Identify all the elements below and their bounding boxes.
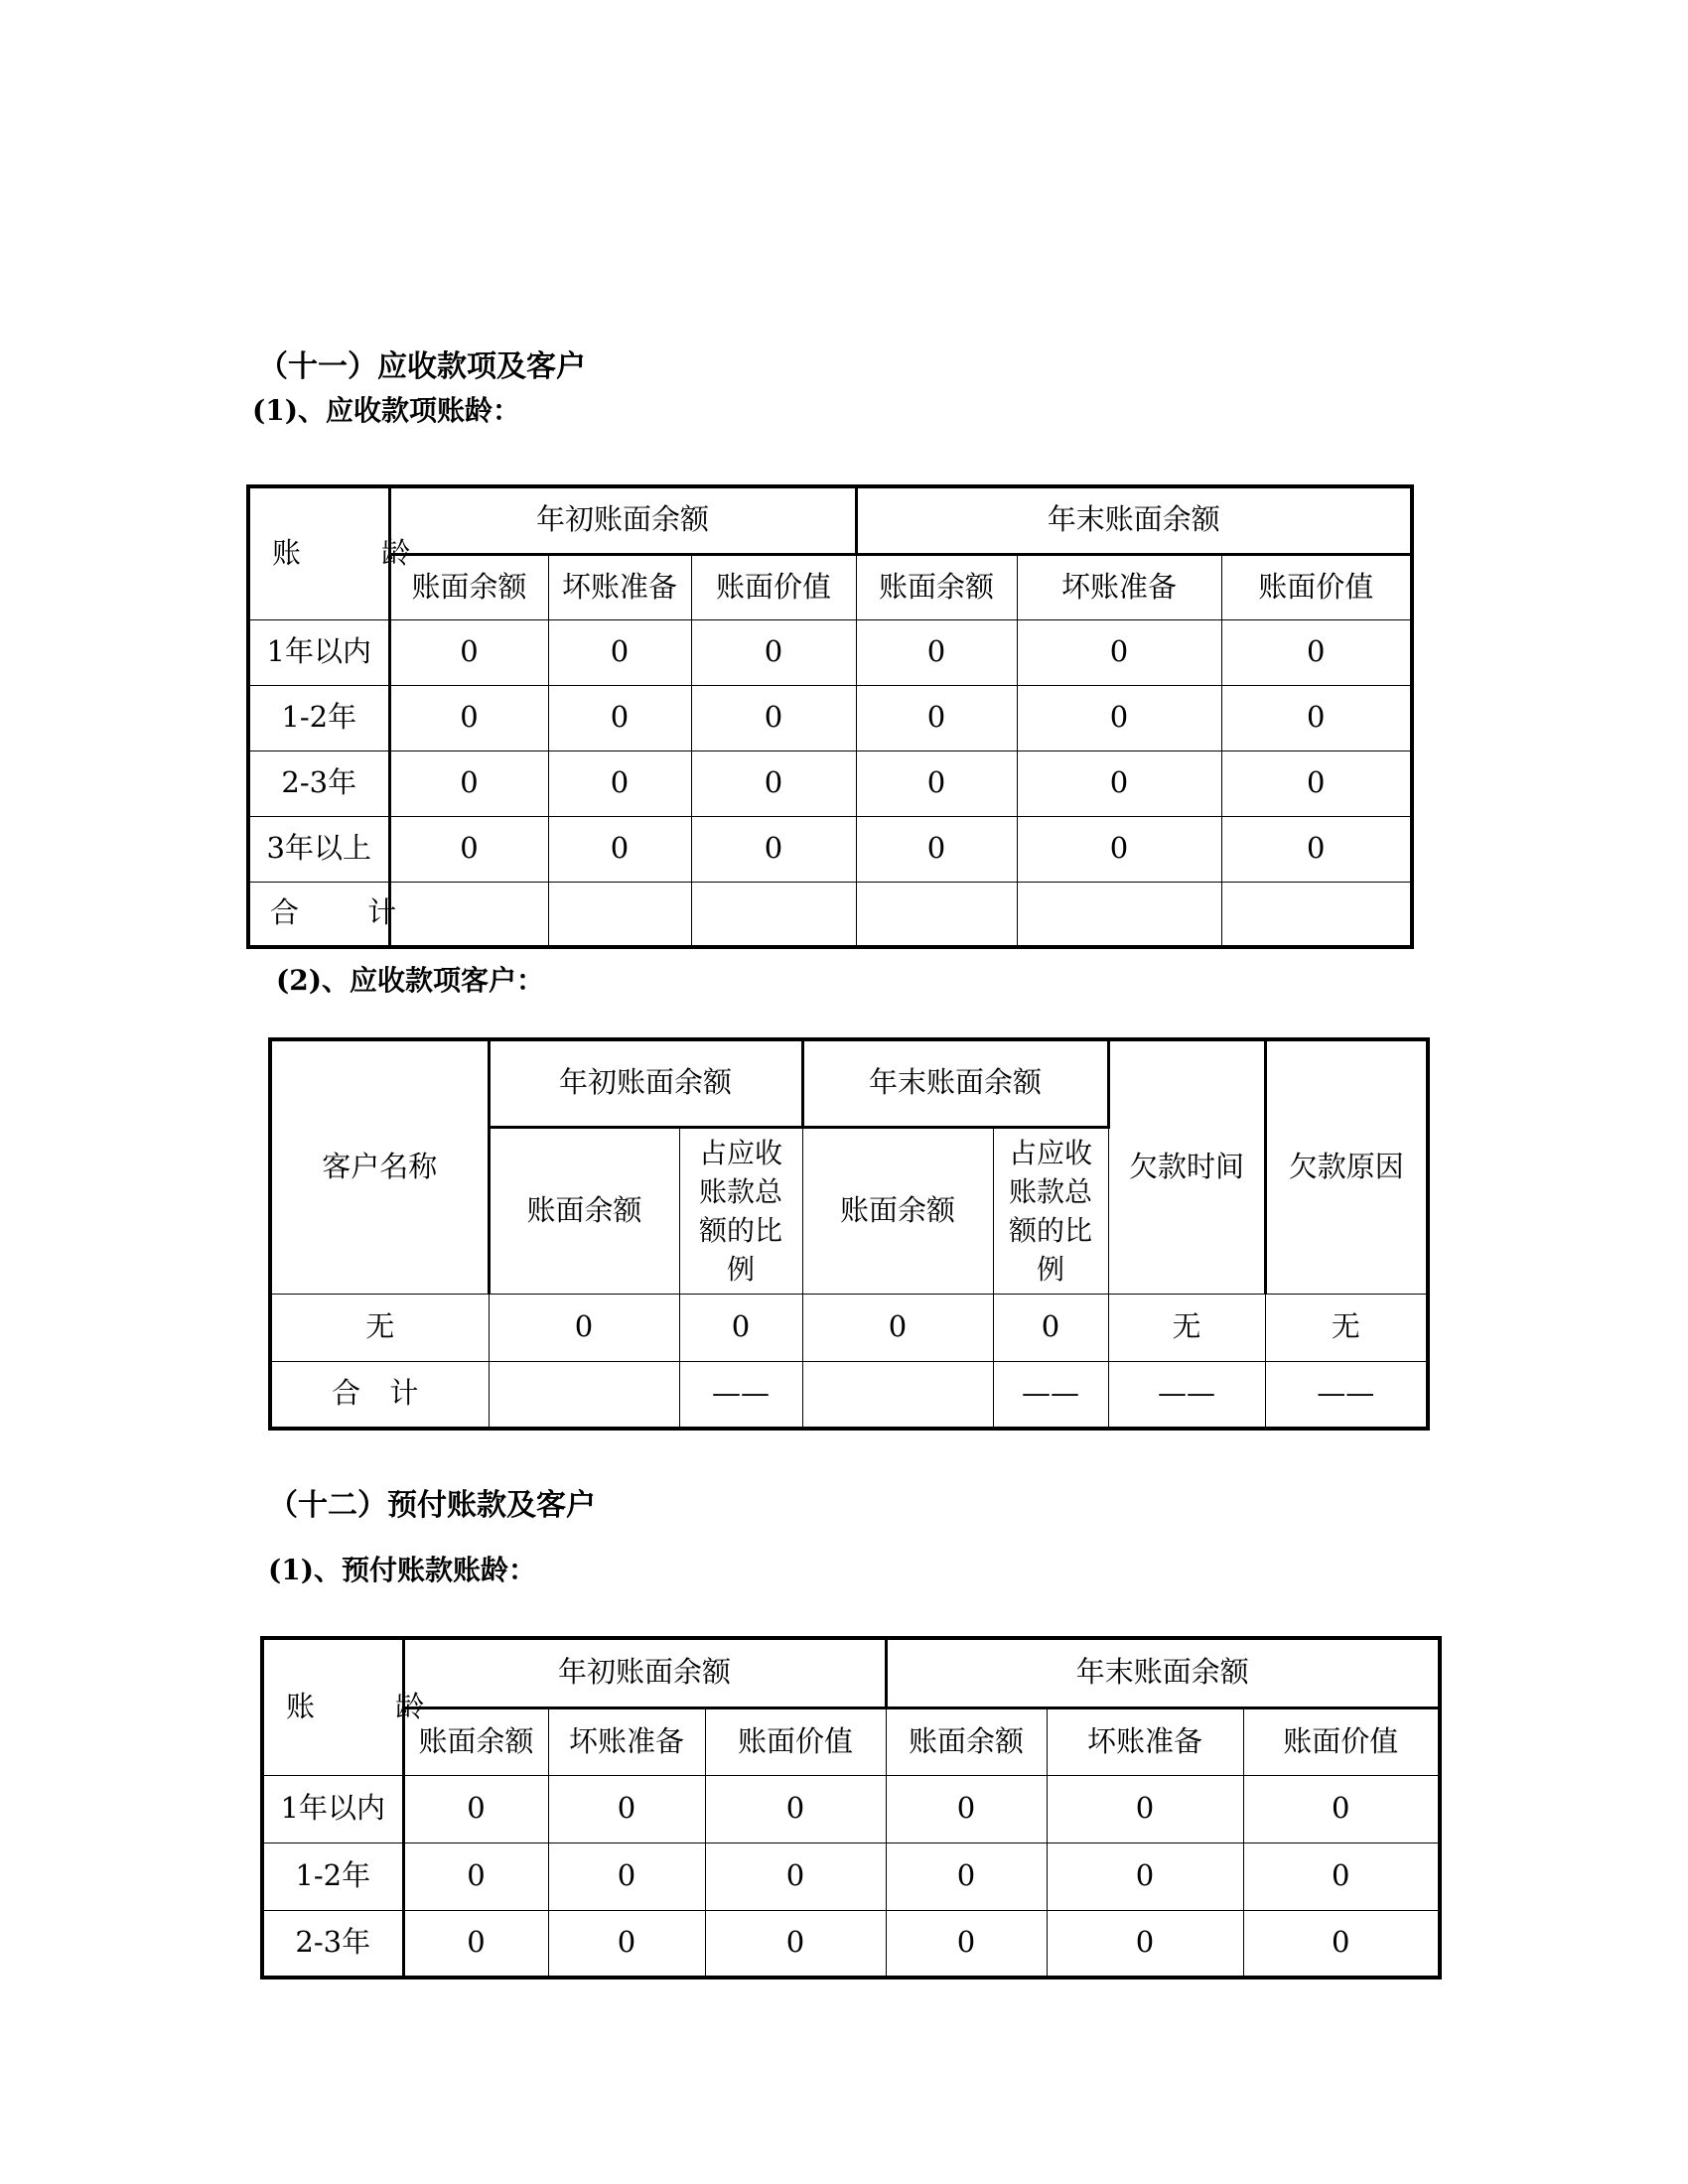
table-row: [270, 1294, 1428, 1361]
cell: 0: [548, 1910, 705, 1978]
end-balance-group-header: 年末账面余额: [886, 1638, 1440, 1707]
cell: 0: [1017, 685, 1221, 751]
cell: 0: [886, 1843, 1047, 1910]
section-12-subtitle-aging: (1)、预付账款账龄：: [268, 1554, 536, 1586]
cell: 0: [993, 1294, 1108, 1361]
cell: 0: [548, 816, 691, 882]
cell: [691, 882, 856, 947]
table-row: [248, 685, 1412, 751]
cell: [1221, 882, 1412, 947]
receivable-aging-table: [246, 484, 1414, 949]
dash-cell: ——: [993, 1361, 1108, 1429]
cell: 0: [403, 1910, 548, 1978]
cell: 0: [548, 751, 691, 816]
cell: 0: [679, 1294, 802, 1361]
col-header: 账面价值: [1243, 1707, 1440, 1775]
row-label: 1年以内: [248, 619, 389, 685]
cell: 0: [1243, 1775, 1440, 1843]
row-label: 2-3年: [248, 751, 389, 816]
col-header: 账面余额: [389, 554, 548, 619]
cell: 0: [1243, 1910, 1440, 1978]
end-ratio-header: 占应收账款总额的比例: [993, 1127, 1108, 1294]
table-row: [262, 1843, 1440, 1910]
cell: 0: [691, 816, 856, 882]
cell: 0: [1221, 619, 1412, 685]
end-balance-group-header: 年末账面余额: [802, 1039, 1108, 1127]
cell: 0: [389, 685, 548, 751]
row-label: 1-2年: [248, 685, 389, 751]
end-balance-group-header: 年末账面余额: [856, 486, 1412, 554]
total-label: 合 计: [270, 1361, 489, 1429]
cell: 0: [389, 816, 548, 882]
dash-cell: ——: [1108, 1361, 1265, 1429]
dash-cell: ——: [679, 1361, 802, 1429]
debt-reason-header: 欠款原因: [1265, 1039, 1428, 1294]
cell: 0: [691, 619, 856, 685]
begin-ratio-header: 占应收账款总额的比例: [679, 1127, 802, 1294]
cell: [856, 882, 1017, 947]
cell: 0: [856, 619, 1017, 685]
cell: 0: [1017, 619, 1221, 685]
cell: 0: [802, 1294, 993, 1361]
cell: 0: [856, 685, 1017, 751]
cell: 0: [1047, 1843, 1243, 1910]
row-label: 2-3年: [262, 1910, 403, 1978]
cell: 0: [886, 1910, 1047, 1978]
cell: 0: [389, 619, 548, 685]
col-header: 坏账准备: [548, 1707, 705, 1775]
dash-cell: ——: [1265, 1361, 1428, 1429]
cell: [1017, 882, 1221, 947]
cell: 0: [1047, 1910, 1243, 1978]
col-header: 账面价值: [705, 1707, 886, 1775]
table-row: [248, 816, 1412, 882]
col-header: 账面余额: [856, 554, 1017, 619]
section-11-subtitle-customers: (2)、应收款项客户：: [276, 964, 544, 997]
cell: 0: [489, 1294, 679, 1361]
cell: 0: [1221, 685, 1412, 751]
cell: 0: [691, 685, 856, 751]
cell: 0: [403, 1843, 548, 1910]
aging-header: 账 龄: [262, 1638, 403, 1775]
begin-balance-group-header: 年初账面余额: [403, 1638, 886, 1707]
cell: 0: [705, 1910, 886, 1978]
table-row: [248, 619, 1412, 685]
receivable-customer-table: [268, 1037, 1430, 1431]
cell: 0: [691, 751, 856, 816]
cell: 0: [856, 751, 1017, 816]
cell: 0: [1243, 1843, 1440, 1910]
col-header: 坏账准备: [1047, 1707, 1243, 1775]
table-row: [262, 1910, 1440, 1978]
col-header: 账面余额: [403, 1707, 548, 1775]
cell: 0: [1047, 1775, 1243, 1843]
debt-time-header: 欠款时间: [1108, 1039, 1265, 1294]
cell: 0: [705, 1775, 886, 1843]
cell: 0: [856, 816, 1017, 882]
cell: 0: [548, 1843, 705, 1910]
cell: 0: [1017, 816, 1221, 882]
customer-name-header: 客户名称: [270, 1039, 489, 1294]
cell: [548, 882, 691, 947]
cell: 0: [705, 1843, 886, 1910]
total-row: [270, 1361, 1428, 1429]
begin-balance-group-header: 年初账面余额: [389, 486, 856, 554]
prepaid-aging-table: [260, 1636, 1442, 1979]
cell: 无: [1108, 1294, 1265, 1361]
cell: 无: [1265, 1294, 1428, 1361]
row-label: 3年以上: [248, 816, 389, 882]
customer-name: 无: [270, 1294, 489, 1361]
table-row: [262, 1775, 1440, 1843]
cell: [489, 1361, 679, 1429]
section-11-subtitle-aging: (1)、应收款项账龄：: [252, 394, 520, 427]
total-row: [248, 882, 1412, 947]
section-11-title: （十一）应收款项及客户: [258, 349, 586, 384]
cell: [802, 1361, 993, 1429]
cell: 0: [389, 751, 548, 816]
section-12-title: （十二）预付账款及客户: [268, 1488, 596, 1523]
cell: 0: [548, 1775, 705, 1843]
row-label: 1年以内: [262, 1775, 403, 1843]
cell: 0: [1221, 751, 1412, 816]
row-label: 1-2年: [262, 1843, 403, 1910]
end-balance-header: 账面余额: [802, 1127, 993, 1294]
col-header: 账面余额: [886, 1707, 1047, 1775]
aging-header: 账 龄: [248, 486, 389, 619]
col-header: 账面价值: [1221, 554, 1412, 619]
table-row: [248, 751, 1412, 816]
begin-balance-group-header: 年初账面余额: [489, 1039, 802, 1127]
col-header: 坏账准备: [548, 554, 691, 619]
total-label: 合 计: [248, 882, 389, 947]
cell: 0: [548, 619, 691, 685]
cell: 0: [1221, 816, 1412, 882]
col-header: 坏账准备: [1017, 554, 1221, 619]
cell: 0: [403, 1775, 548, 1843]
col-header: 账面价值: [691, 554, 856, 619]
cell: 0: [886, 1775, 1047, 1843]
cell: 0: [1017, 751, 1221, 816]
cell: 0: [548, 685, 691, 751]
begin-balance-header: 账面余额: [489, 1127, 679, 1294]
